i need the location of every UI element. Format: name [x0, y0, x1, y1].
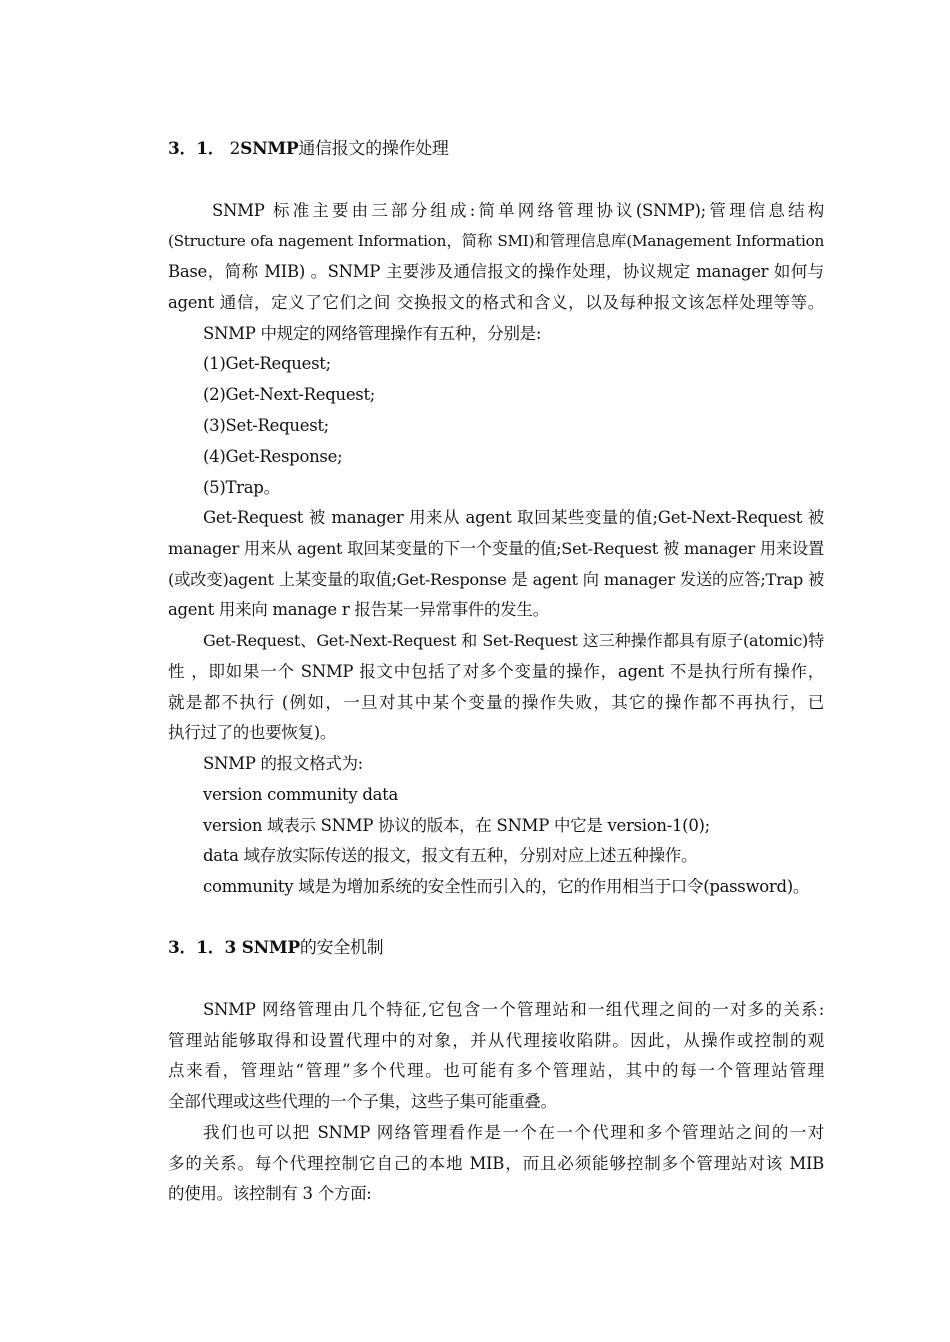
paragraph-line: 的使用。该控制有 3 个方面: — [168, 1184, 372, 1203]
section-number: 3．1． — [168, 139, 225, 159]
section-title-bold: SNMP — [240, 139, 299, 159]
section-title-bold: 3 SNMP — [224, 938, 300, 958]
paragraph-line: SNMP 中规定的网络管理操作有五种，分别是: — [203, 324, 542, 343]
section-heading-3-1-2 — [168, 138, 824, 160]
paragraph-line: SNMP 的报文格式为: — [203, 754, 363, 773]
list-item: (2)Get-Next-Request; — [203, 385, 376, 404]
list-item: (5)Trap。 — [203, 478, 280, 497]
paragraph-line: 我们也可以把 SNMP 网络管理看作是一个在一个代理和多个管理站之间的一对 — [203, 1123, 824, 1142]
paragraph-line: SNMP 网络管理由几个特征,它包含一个管理站和一组代理之间的一对多的关系: — [203, 1000, 824, 1019]
paragraph-line: Base，简称 MIB) 。SNMP 主要涉及通信报文的操作处理，协议规定 manager 如何与 — [168, 262, 824, 281]
paragraph-line: 多的关系。每个代理控制它自己的本地 MIB，而且必须能够控制多个管理站对该 MIB — [168, 1154, 824, 1173]
paragraph-line: 管理站能够取得和设置代理中的对象，并从代理接收陷阱。因此，从操作或控制的观 — [168, 1031, 824, 1050]
section-number-minor: 2 — [229, 139, 241, 159]
paragraph-line: data 域存放实际传送的报文，报文有五种，分别对应上述五种操作。 — [203, 846, 698, 865]
paragraph-line: 点来看，管理站“管理”多个代理。也可能有多个管理站，其中的每一个管理站管理 — [168, 1061, 824, 1080]
paragraph-line: version 域表示 SNMP 协议的版本，在 SNMP 中它是 version-1(0); — [203, 816, 710, 835]
list-item: (4)Get-Response; — [203, 447, 343, 466]
paragraph-line: 执行过了的也要恢复)。 — [168, 723, 337, 742]
paragraph-line: Get-Request、Get-Next-Request 和 Set-Request 这三种操作都具有原子(atomic)特 — [203, 631, 824, 650]
paragraph-line: version community data — [203, 785, 398, 804]
paragraph-line: 就是都不执行 (例如，一旦对其中某个变量的操作失败，其它的操作都不再执行，已 — [168, 693, 824, 712]
paragraph-line: community 域是为增加系统的安全性而引入的，它的作用相当于口令(password)。 — [203, 877, 810, 896]
paragraph-line: 性 ，即如果一个 SNMP 报文中包括了对多个变量的操作，agent 不是执行所有操作， — [168, 662, 824, 681]
section-heading-3-1-3 — [168, 937, 824, 959]
section-title: 通信报文的操作处理 — [298, 139, 449, 159]
paragraph-line: 全部代理或这些代理的一个子集，这些子集可能重叠。 — [168, 1092, 557, 1111]
paragraph-line: manager 用来从 agent 取回某变量的下一个变量的值;Set-Request 被 manager 用来设置 — [168, 539, 824, 558]
paragraph-line: (Structure ofa nagement Information，简称 SMI)和管理信息库(Management Information — [168, 232, 824, 250]
list-item: (3)Set-Request; — [203, 416, 329, 435]
paragraph-line: (或改变)agent 上某变量的取值;Get-Response 是 agent 向 manager 发送的应答;Trap 被 — [168, 570, 824, 589]
paragraph-line: Get-Request 被 manager 用来从 agent 取回某些变量的值;Get-Next-Request 被 — [203, 508, 824, 527]
paragraph-line: SNMP 标准主要由三部分组成:简单网络管理协议(SNMP);管理信息结构 — [212, 201, 824, 220]
paragraph-line: agent 用来向 manage r 报告某一异常事件的发生。 — [168, 600, 549, 619]
paragraph-line: agent 通信，定义了它们之间 交换报文的格式和含义，以及每种报文该怎样处理等等。 — [168, 293, 824, 312]
section-title: 的安全机制 — [299, 938, 384, 958]
list-item: (1)Get-Request; — [203, 354, 331, 373]
section-number: 3．1． — [168, 938, 225, 958]
